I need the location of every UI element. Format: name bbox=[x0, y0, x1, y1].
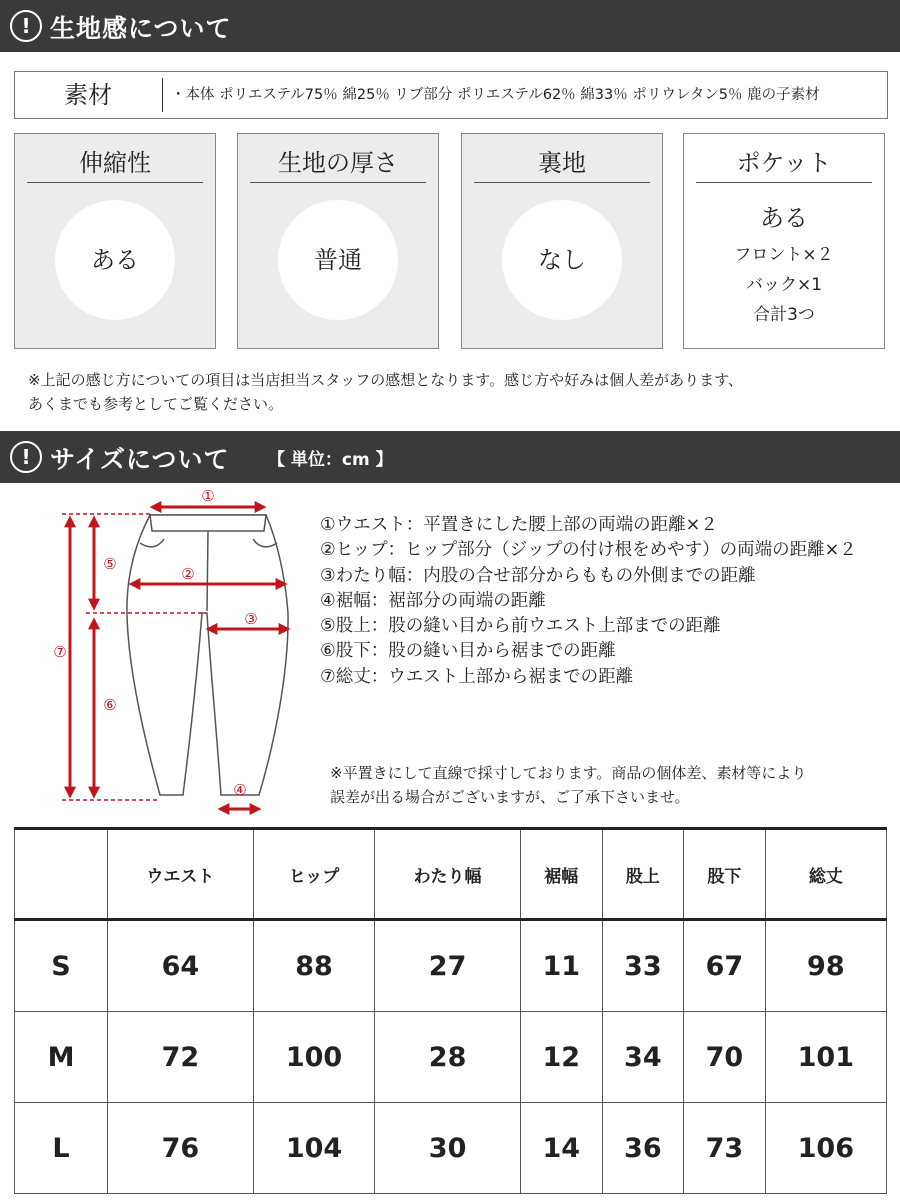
marker-2: ② bbox=[181, 565, 195, 583]
legend-item: ⑥股下：股の縫い目から裾までの距離 bbox=[320, 641, 616, 662]
value-cell: 67 bbox=[684, 920, 766, 1012]
value-cell: 64 bbox=[108, 920, 254, 1012]
section-title: 生地感について bbox=[50, 14, 232, 43]
fabric-section-header bbox=[0, 0, 900, 52]
header-cell bbox=[15, 829, 108, 920]
value-cell: 28 bbox=[375, 1012, 521, 1103]
pants-measurement-diagram bbox=[40, 483, 310, 818]
header-cell: ヒップ bbox=[253, 829, 374, 920]
value-cell: 72 bbox=[108, 1012, 254, 1103]
value-cell: 27 bbox=[375, 920, 521, 1012]
attribute-card-thickness bbox=[237, 133, 439, 349]
value-cell: 104 bbox=[253, 1103, 374, 1194]
marker-5: ⑤ bbox=[103, 555, 117, 573]
value-cell: 12 bbox=[521, 1012, 603, 1103]
note-line: 誤差が出る場合がございますが、ご了承下さいませ。 bbox=[330, 788, 690, 806]
marker-6: ⑥ bbox=[103, 696, 117, 714]
note-line: ※上記の感じ方についての項目は当店担当スタッフの感想となります。感じ方や好みは個人差があります、 bbox=[28, 371, 743, 389]
legend-item: ⑤股上：股の縫い目から前ウエスト上部までの距離 bbox=[320, 616, 721, 637]
size-cell: L bbox=[15, 1103, 108, 1194]
legend-item: ①ウエスト：平置きにした腰上部の両端の距離×２ bbox=[320, 515, 718, 535]
value-cell: 14 bbox=[521, 1103, 603, 1194]
legend-item: ②ヒップ：ヒップ部分（ジップの付け根をめやす）の両端の距離×２ bbox=[320, 540, 857, 561]
marker-7: ⑦ bbox=[53, 643, 67, 661]
pocket-detail: 合計3つ bbox=[753, 305, 815, 325]
value-cell: 73 bbox=[684, 1103, 766, 1194]
value-cell: 100 bbox=[253, 1012, 374, 1103]
header-cell: ウエスト bbox=[108, 829, 254, 920]
header-cell: 裾幅 bbox=[521, 829, 603, 920]
attribute-title: 裏地 bbox=[474, 144, 650, 183]
value-cell: 106 bbox=[765, 1103, 886, 1194]
attribute-title: 生地の厚さ bbox=[250, 144, 426, 183]
legend-item: ④裾幅：裾部分の両端の距離 bbox=[320, 590, 546, 611]
exclamation-icon: ! bbox=[10, 441, 42, 473]
value-cell: 98 bbox=[765, 920, 886, 1012]
section-title: サイズについて bbox=[50, 445, 230, 474]
attribute-value: 普通 bbox=[278, 200, 398, 320]
table-row bbox=[15, 920, 887, 1012]
fabric-note bbox=[28, 368, 743, 416]
value-cell: 88 bbox=[253, 920, 374, 1012]
attribute-title: 伸縮性 bbox=[27, 144, 203, 183]
table-header-row bbox=[15, 829, 887, 920]
size-cell: M bbox=[15, 1012, 108, 1103]
pocket-value: ある bbox=[760, 204, 808, 232]
pocket-detail: バック×1 bbox=[745, 275, 823, 295]
header-cell: 総丈 bbox=[765, 829, 886, 920]
measurement-legend bbox=[320, 513, 857, 690]
material-text: ・本体 ポリエステル75％ 綿25％ リブ部分 ポリエステル62％ 綿33％ ポリウレタン5％ 鹿の子素材 bbox=[171, 87, 820, 103]
size-cell: S bbox=[15, 920, 108, 1012]
value-cell: 36 bbox=[602, 1103, 684, 1194]
attribute-value: なし bbox=[502, 200, 622, 320]
material-row bbox=[14, 71, 888, 119]
header-cell: 股下 bbox=[684, 829, 766, 920]
value-cell: 70 bbox=[684, 1012, 766, 1103]
marker-1: ① bbox=[201, 487, 215, 505]
marker-3: ③ bbox=[244, 610, 258, 628]
pants-outline bbox=[127, 515, 288, 795]
table-row bbox=[15, 1012, 887, 1103]
legend-item: ③わたり幅：内股の合せ部分からももの外側までの距離 bbox=[320, 565, 756, 586]
marker-4: ④ bbox=[233, 781, 247, 799]
size-note bbox=[330, 761, 806, 809]
value-cell: 76 bbox=[108, 1103, 254, 1194]
exclamation-icon: ! bbox=[10, 10, 42, 42]
value-cell: 30 bbox=[375, 1103, 521, 1194]
header-cell: わたり幅 bbox=[375, 829, 521, 920]
note-line: あくまでも参考としてご覧ください。 bbox=[28, 395, 284, 413]
note-line: ※平置きにして直線で採寸しております。商品の個体差、素材等により bbox=[330, 764, 807, 782]
unit-label: 【 単位：cm 】 bbox=[268, 450, 393, 470]
table-row bbox=[15, 1103, 887, 1194]
size-table bbox=[14, 827, 887, 1194]
attribute-card-lining bbox=[461, 133, 663, 349]
value-cell: 101 bbox=[765, 1012, 886, 1103]
size-section-header bbox=[0, 431, 900, 483]
value-cell: 11 bbox=[521, 920, 603, 1012]
value-cell: 33 bbox=[602, 920, 684, 1012]
attribute-card-stretch bbox=[14, 133, 216, 349]
value-cell: 34 bbox=[602, 1012, 684, 1103]
divider bbox=[162, 78, 163, 112]
material-label: 素材 bbox=[64, 81, 112, 109]
legend-item: ⑦総丈：ウエスト上部から裾までの距離 bbox=[320, 666, 634, 687]
header-cell: 股上 bbox=[602, 829, 684, 920]
attribute-card-pocket bbox=[683, 133, 885, 349]
pocket-detail: フロント×２ bbox=[734, 245, 834, 265]
attribute-value: ある bbox=[55, 200, 175, 320]
attribute-title: ポケット bbox=[696, 144, 872, 183]
